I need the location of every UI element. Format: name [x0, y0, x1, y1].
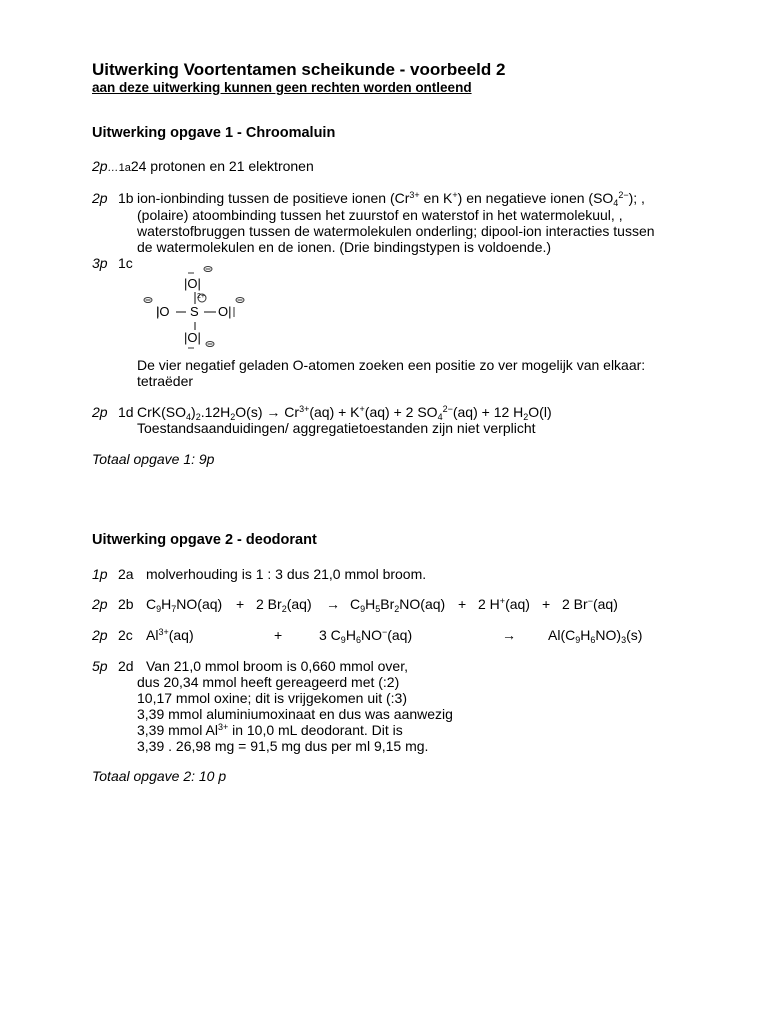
text-2d-line4: 3,39 mmol aluminiumoxinaat en dus was aanwezig: [137, 706, 453, 722]
equation-2b-product3: 2 Br−(aq): [562, 596, 618, 612]
text-2d-line5: 3,39 mmol $Al^{3+}$ in 10,0 mL deodorant. Dit is: [137, 722, 403, 738]
dots-1a: …: [107, 162, 119, 174]
text-2d-line1: Van 21,0 mmol broom is 0,660 mmol over,: [146, 658, 408, 674]
text-1d-line2: Toestandsaanduidingen/ aggregatietoestanden zijn niet verplicht: [137, 420, 536, 436]
text-1b-line3: waterstofbruggen tussen de watermolekulen onderling; dipool-ion interacties tussen: [137, 223, 655, 239]
points-2a: 1p: [92, 566, 108, 582]
equation-2b-plus2: +: [458, 596, 467, 612]
document-subtitle: aan deze uitwerking kunnen geen rechten worden ontleend: [92, 80, 472, 95]
oxygen-left: |O: [156, 304, 170, 319]
oxygen-right: O|: [218, 304, 232, 319]
document-title: Uitwerking Voortentamen scheikunde - voorbeeld 2: [92, 60, 506, 79]
equation-1d: $CrK(SO_4)_2.12H_2O(s) \to Cr^{3+}(aq) + K^+(aq) + 2$ $SO_4^{2-}(aq) + 12$ $H_2O(l)$: [137, 404, 552, 422]
text-1a: 24 protonen en 21 elektronen: [130, 158, 314, 174]
points-1c: 3p: [92, 255, 108, 271]
equation-2c-plus: +: [274, 627, 283, 643]
oxygen-top: |O|: [184, 276, 201, 291]
label-2c: 2c: [118, 627, 133, 643]
text-2a: molverhouding is 1 : 3 dus 21,0 mmol broom.: [146, 566, 427, 582]
equation-2b-reactant1: $C_9H_7NO(aq)$: [146, 596, 223, 614]
text-1c-line2: tetraëder: [137, 373, 194, 389]
oxygen-bottom: |O|: [184, 330, 201, 345]
text-2d-line6: 3,39 . 26,98 mg = 91,5 mg dus per ml 9,15 mg.: [137, 738, 429, 754]
sulfur-charge: 2+: [197, 293, 205, 300]
equation-2b-plus3: +: [542, 596, 551, 612]
text-2d-line2: dus 20,34 mmol heeft gereageerd met (:2): [137, 674, 400, 690]
label-2a: 2a: [118, 566, 134, 582]
equation-2b-product2: 2 H+(aq): [478, 596, 530, 612]
equation-2c-product: $Al(C_9H_6NO)_3(s)$: [548, 627, 643, 645]
answer-1a: [92, 158, 314, 177]
equation-2b-reactant2: 2 $Br_2(aq)$: [256, 596, 312, 614]
equation-2b-plus1: +: [236, 596, 245, 612]
opgave1-heading: Uitwerking opgave 1 - Chroomaluin: [92, 125, 336, 141]
sulfur-atom: S: [190, 304, 199, 319]
points-1a: 2p: [92, 158, 108, 174]
total-opgave2: Totaal opgave 2: 10 p: [92, 768, 227, 784]
equation-2c-reactant2: 3 $C_9H_6NO^-(aq)$: [319, 627, 413, 645]
text-1b-line2: (polaire) atoombinding tussen het zuurstof en waterstof in het watermolekuul, ,: [137, 207, 623, 223]
points-1b: 2p: [92, 190, 108, 206]
text-1c-line1: De vier negatief geladen O-atomen zoeken een positie zo ver mogelijk van elkaar:: [137, 357, 646, 373]
sulfate-lewis-structure: [138, 262, 258, 354]
opgave2-heading: Uitwerking opgave 2 - deodorant: [92, 532, 317, 548]
equation-2b-arrow: →: [326, 596, 340, 612]
points-2c: 2p: [92, 627, 108, 643]
label-2d: 2d: [118, 658, 134, 674]
label-2b: 2b: [118, 596, 134, 612]
equation-2c-arrow: →: [502, 627, 516, 643]
points-2b: 2p: [92, 596, 108, 612]
label-1b: 1b: [118, 190, 134, 206]
total-opgave1: Totaal opgave 1: 9p: [92, 451, 215, 467]
points-2d: 5p: [92, 658, 108, 674]
label-1d: 1d: [118, 404, 134, 420]
label-1c: 1c: [118, 255, 133, 271]
label-1a: 1a: [118, 162, 131, 174]
text-2d-line3: 10,17 mmol oxine; dit is vrijgekomen uit (:3): [137, 690, 407, 706]
text-1b-line4: de watermolekulen en de ionen. (Drie bindingstypen is voldoende.): [137, 239, 552, 255]
equation-2c-reactant1: $Al^{3+}(aq)$: [146, 627, 194, 643]
text-1b-line1: ion-ionbinding tussen de positieve ionen ($Cr^{3+}$ en K+) en negatieve ionen $(SO_4^{2-})$; ,: [137, 190, 645, 208]
equation-2b-product1: $C_9H_5Br_2NO(aq)$: [350, 596, 446, 614]
points-1d: 2p: [92, 404, 108, 420]
